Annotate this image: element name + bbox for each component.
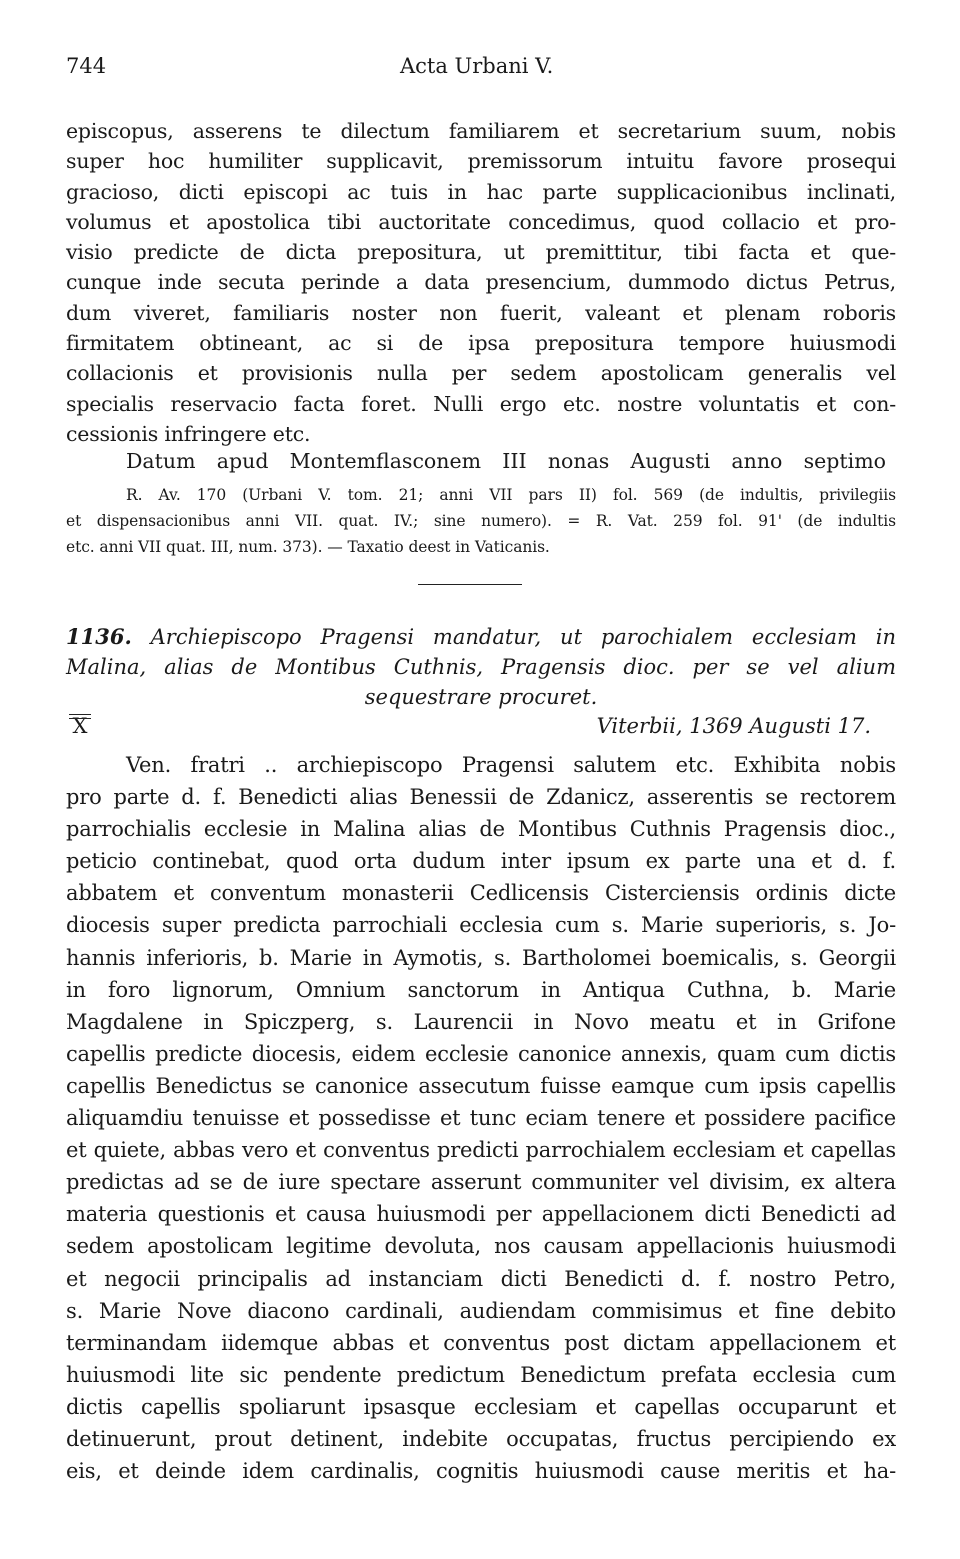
intro-paragraph bbox=[66, 116, 896, 449]
text-line: predictas ad se de iure spectare asserunt communiter vel divisim, ex altera bbox=[66, 1170, 896, 1195]
text-line: volumus et apostolica tibi auctoritate concedimus, quod collacio et pro- bbox=[66, 209, 896, 234]
register-mark-letter: X bbox=[72, 714, 88, 738]
text-line: sedem apostolicam legitime devoluta, nos causam appellacionis huiusmodi bbox=[66, 1234, 896, 1259]
main-paragraph bbox=[66, 749, 896, 1487]
register-mark-bar bbox=[69, 714, 91, 715]
text-line: huiusmodi lite sic pendente predictum Benedictum prefata ecclesia cum bbox=[66, 1362, 896, 1387]
dated-line: Datum apud Montemflasconem III nonas Augusti anno septimo bbox=[126, 449, 886, 473]
text-line: detinuerunt, prout detinent, indebite occupatas, fructus percipiendo ex bbox=[66, 1426, 896, 1451]
text-line: dum viveret, familiaris noster non fuerit, valeant et plenam roboris bbox=[66, 300, 896, 325]
page-header bbox=[66, 54, 896, 94]
text-line: aliquamdiu tenuisse et possedisse et tunc eciam tenere et possidere pacifice bbox=[66, 1106, 896, 1131]
text-line: et quiete, abbas vero et conventus predicti parrochialem ecclesiam et capellas bbox=[66, 1138, 896, 1163]
text-line: cunque inde secuta perinde a data presencium, dummodo dictus Petrus, bbox=[66, 270, 896, 295]
text-line: specialis reservacio facta foret. Nulli ergo etc. nostre voluntatis et con- bbox=[66, 391, 896, 416]
text-line: pro parte d. f. Benedicti alias Benessii de Zdanicz, asserentis se rectorem bbox=[66, 785, 896, 810]
running-title: Acta Urbani V. bbox=[400, 54, 554, 78]
text-line: visio predicte de dicta prepositura, ut premittitur, tibi facta et que- bbox=[66, 240, 896, 265]
text-line: Ven. fratri .. archiepiscopo Pragensi salutem etc. Exhibita nobis bbox=[126, 753, 896, 777]
register-row bbox=[66, 710, 871, 742]
text-line: eis, et deinde idem cardinalis, cognitis huiusmodi cause meritis et ha- bbox=[66, 1459, 896, 1484]
place-date: Viterbii, 1369 Augusti 17. bbox=[596, 714, 871, 738]
text-line: episcopus, asserens te dilectum familiarem et secretarium suum, nobis bbox=[66, 119, 896, 143]
text-line: hannis inferioris, b. Marie in Aymotis, s. Bartholomei boemicalis, s. Georgii bbox=[66, 945, 896, 970]
text-line: capellis predicte diocesis, eidem ecclesie canonice annexis, quam cum dictis bbox=[66, 1041, 896, 1066]
text-line: gracioso, dicti episcopi ac tuis in hac parte supplicacionibus inclinati, bbox=[66, 179, 896, 204]
text-line: capellis Benedictus se canonice assecutum fuisse eamque cum ipsis capellis bbox=[66, 1073, 896, 1098]
heading-line: Malina, alias de Montibus Cuthnis, Pragensis dioc. per se vel alium bbox=[66, 655, 896, 679]
page-number: 744 bbox=[66, 54, 107, 78]
text-line: parrochialis ecclesie in Malina alias de Montibus Cuthnis Pragensis dioc., bbox=[66, 817, 896, 842]
source-note bbox=[66, 482, 896, 560]
register-mark-bar bbox=[69, 718, 91, 719]
note-line: etc. anni VII quat. III, num. 373). — Taxatio deest in Vaticanis. bbox=[66, 538, 550, 556]
text-line: Magdalene in Spiczperg, s. Laurencii in Novo meatu et in Grifone bbox=[66, 1009, 896, 1034]
note-line: et dispensacionibus anni VII. quat. IV.; sine numero). = R. Vat. 259 fol. 91' (de indultis bbox=[66, 512, 896, 530]
heading-text: Archiepiscopo Pragensi mandatur, ut parochialem ecclesiam in bbox=[150, 625, 896, 649]
text-line: peticio continebat, quod orta dudum inter ipsum ex parte una et d. f. bbox=[66, 849, 896, 874]
text-line: super hoc humiliter supplicavit, premissorum intuitu favore prosequi bbox=[66, 149, 896, 174]
heading-line bbox=[66, 622, 896, 652]
text-line: s. Marie Nove diacono cardinali, audiendam commisimus et fine debito bbox=[66, 1298, 896, 1323]
text-line: materia questionis et causa huiusmodi per appellacionem dicti Benedicti ad bbox=[66, 1202, 896, 1227]
text-line: terminandam iidemque abbas et conventus post dictam appellacionem et bbox=[66, 1330, 896, 1355]
text-line: collacionis et provisionis nulla per sedem apostolicam generalis vel bbox=[66, 361, 896, 386]
text-line: cessionis infringere etc. bbox=[66, 421, 311, 446]
text-line: abbatem et conventum monasterii Cedlicensis Cisterciensis ordinis dicte bbox=[66, 881, 896, 906]
note-line: R. Av. 170 (Urbani V. tom. 21; anni VII pars II) fol. 569 (de indultis, privilegiis bbox=[126, 486, 896, 504]
text-line: et negocii principalis ad instanciam dicti Benedicti d. f. nostro Petro, bbox=[66, 1266, 896, 1291]
text-line: in foro lignorum, Omnium sanctorum in Antiqua Cuthna, b. Marie bbox=[66, 977, 896, 1002]
document-number: 1136. bbox=[66, 624, 132, 649]
document-heading bbox=[66, 622, 896, 712]
heading-line: sequestrare procuret. bbox=[364, 685, 598, 709]
section-separator bbox=[418, 584, 522, 585]
text-line: diocesis super predicta parrochiali ecclesia cum s. Marie superioris, s. Jo- bbox=[66, 913, 896, 938]
text-line: firmitatem obtineant, ac si de ipsa prepositura tempore huiusmodi bbox=[66, 331, 896, 356]
text-line: dictis capellis spoliarunt ipsasque ecclesiam et capellas occuparunt et bbox=[66, 1394, 896, 1419]
register-mark bbox=[66, 710, 94, 742]
